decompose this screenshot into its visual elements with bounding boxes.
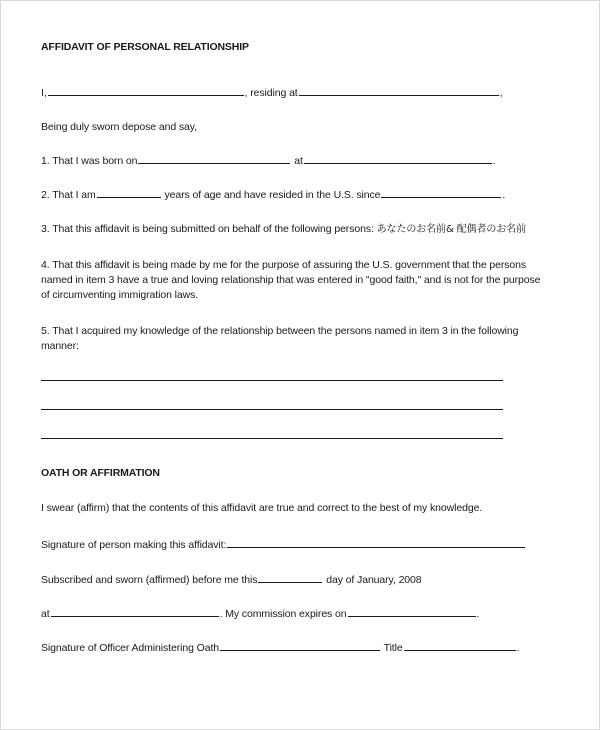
affiant-signature-blank[interactable]: [227, 539, 525, 549]
officer-title-label: Title: [383, 641, 403, 654]
intro-residing-at-label: , residing at: [244, 86, 298, 99]
item-2-text-after: .: [502, 189, 506, 202]
age-blank[interactable]: [97, 189, 161, 199]
item-3-text: That this affidavit is being submitted on behalf of the following persons:: [52, 223, 374, 236]
answer-lines: [41, 380, 571, 439]
affiant-signature-line: [41, 538, 549, 553]
officer-signature-blank[interactable]: [220, 641, 380, 651]
item-2-text-before: That I am: [52, 189, 96, 202]
subscribed-label-before: Subscribed and sworn (affirmed) before me this: [41, 573, 258, 586]
item-1-text-before: That I was born on: [52, 155, 138, 168]
officer-signature-line: [41, 641, 549, 656]
birth-date-blank[interactable]: [138, 154, 290, 164]
answer-line-3[interactable]: [41, 438, 503, 439]
address-blank[interactable]: [299, 86, 499, 96]
day-blank[interactable]: [258, 573, 322, 583]
item-2: [41, 188, 549, 203]
item-1: [41, 154, 549, 169]
page-title: AFFIDAVIT OF PERSONAL RELATIONSHIP: [41, 41, 249, 53]
item-4: [41, 258, 549, 304]
item-5: [41, 324, 549, 354]
commission-location-blank[interactable]: [51, 607, 219, 617]
commission-expiry-blank[interactable]: [348, 607, 476, 617]
item-2-number: 2.: [41, 189, 50, 202]
item-5-number: 5.: [41, 324, 50, 337]
item-5-text: That I acquired my knowledge of the relationship between the persons named in item 3 in the following manner:: [41, 324, 519, 352]
item-2-text-middle: years of age and have resided in the U.S. since: [164, 189, 381, 202]
item-4-number: 4.: [41, 258, 50, 271]
officer-title-after: .: [516, 641, 520, 654]
commission-at-label: at: [41, 607, 50, 620]
intro-i-label: I,: [41, 86, 47, 99]
oath-statement: I swear (affirm) that the contents of this affidavit are true and correct to the best of my knowledge.: [41, 502, 483, 515]
residence-since-blank[interactable]: [381, 189, 501, 199]
intro-identity-line: [41, 86, 549, 101]
item-3-number: 3.: [41, 223, 50, 236]
subscribed-line: [41, 573, 549, 588]
birth-place-blank[interactable]: [304, 154, 492, 164]
item-4-text: That this affidavit is being made by me for the purpose of assuring the U.S. government that the persons named in item 3 have a true and loving relationship that was entered in "good faith," and is not for the purpose of circumventing immigration laws.: [41, 258, 541, 302]
intro-trailing-comma: ,: [499, 86, 503, 99]
item-3-japanese-names: あなたのお名前& 配偶者のお名前: [376, 224, 527, 236]
item-3: [41, 222, 549, 238]
sworn-statement-line: Being duly sworn depose and say,: [41, 120, 197, 133]
answer-line-1[interactable]: [41, 380, 503, 381]
officer-signature-label: Signature of Officer Administering Oath: [41, 641, 219, 654]
officer-title-blank[interactable]: [404, 641, 516, 651]
name-blank[interactable]: [48, 86, 244, 96]
oath-section-heading: OATH OR AFFIRMATION: [41, 467, 160, 480]
affiant-signature-label: Signature of person making this affidavit:: [41, 539, 227, 552]
commission-label-after: .: [476, 607, 480, 620]
item-1-text-middle: at: [294, 155, 303, 168]
commission-line: [41, 607, 549, 622]
item-1-number: 1.: [41, 155, 50, 168]
answer-line-2[interactable]: [41, 409, 503, 410]
subscribed-label-after: day of January, 2008: [326, 573, 422, 586]
item-1-text-after: .: [492, 155, 496, 168]
commission-label-before: . My commission expires on: [219, 607, 347, 620]
